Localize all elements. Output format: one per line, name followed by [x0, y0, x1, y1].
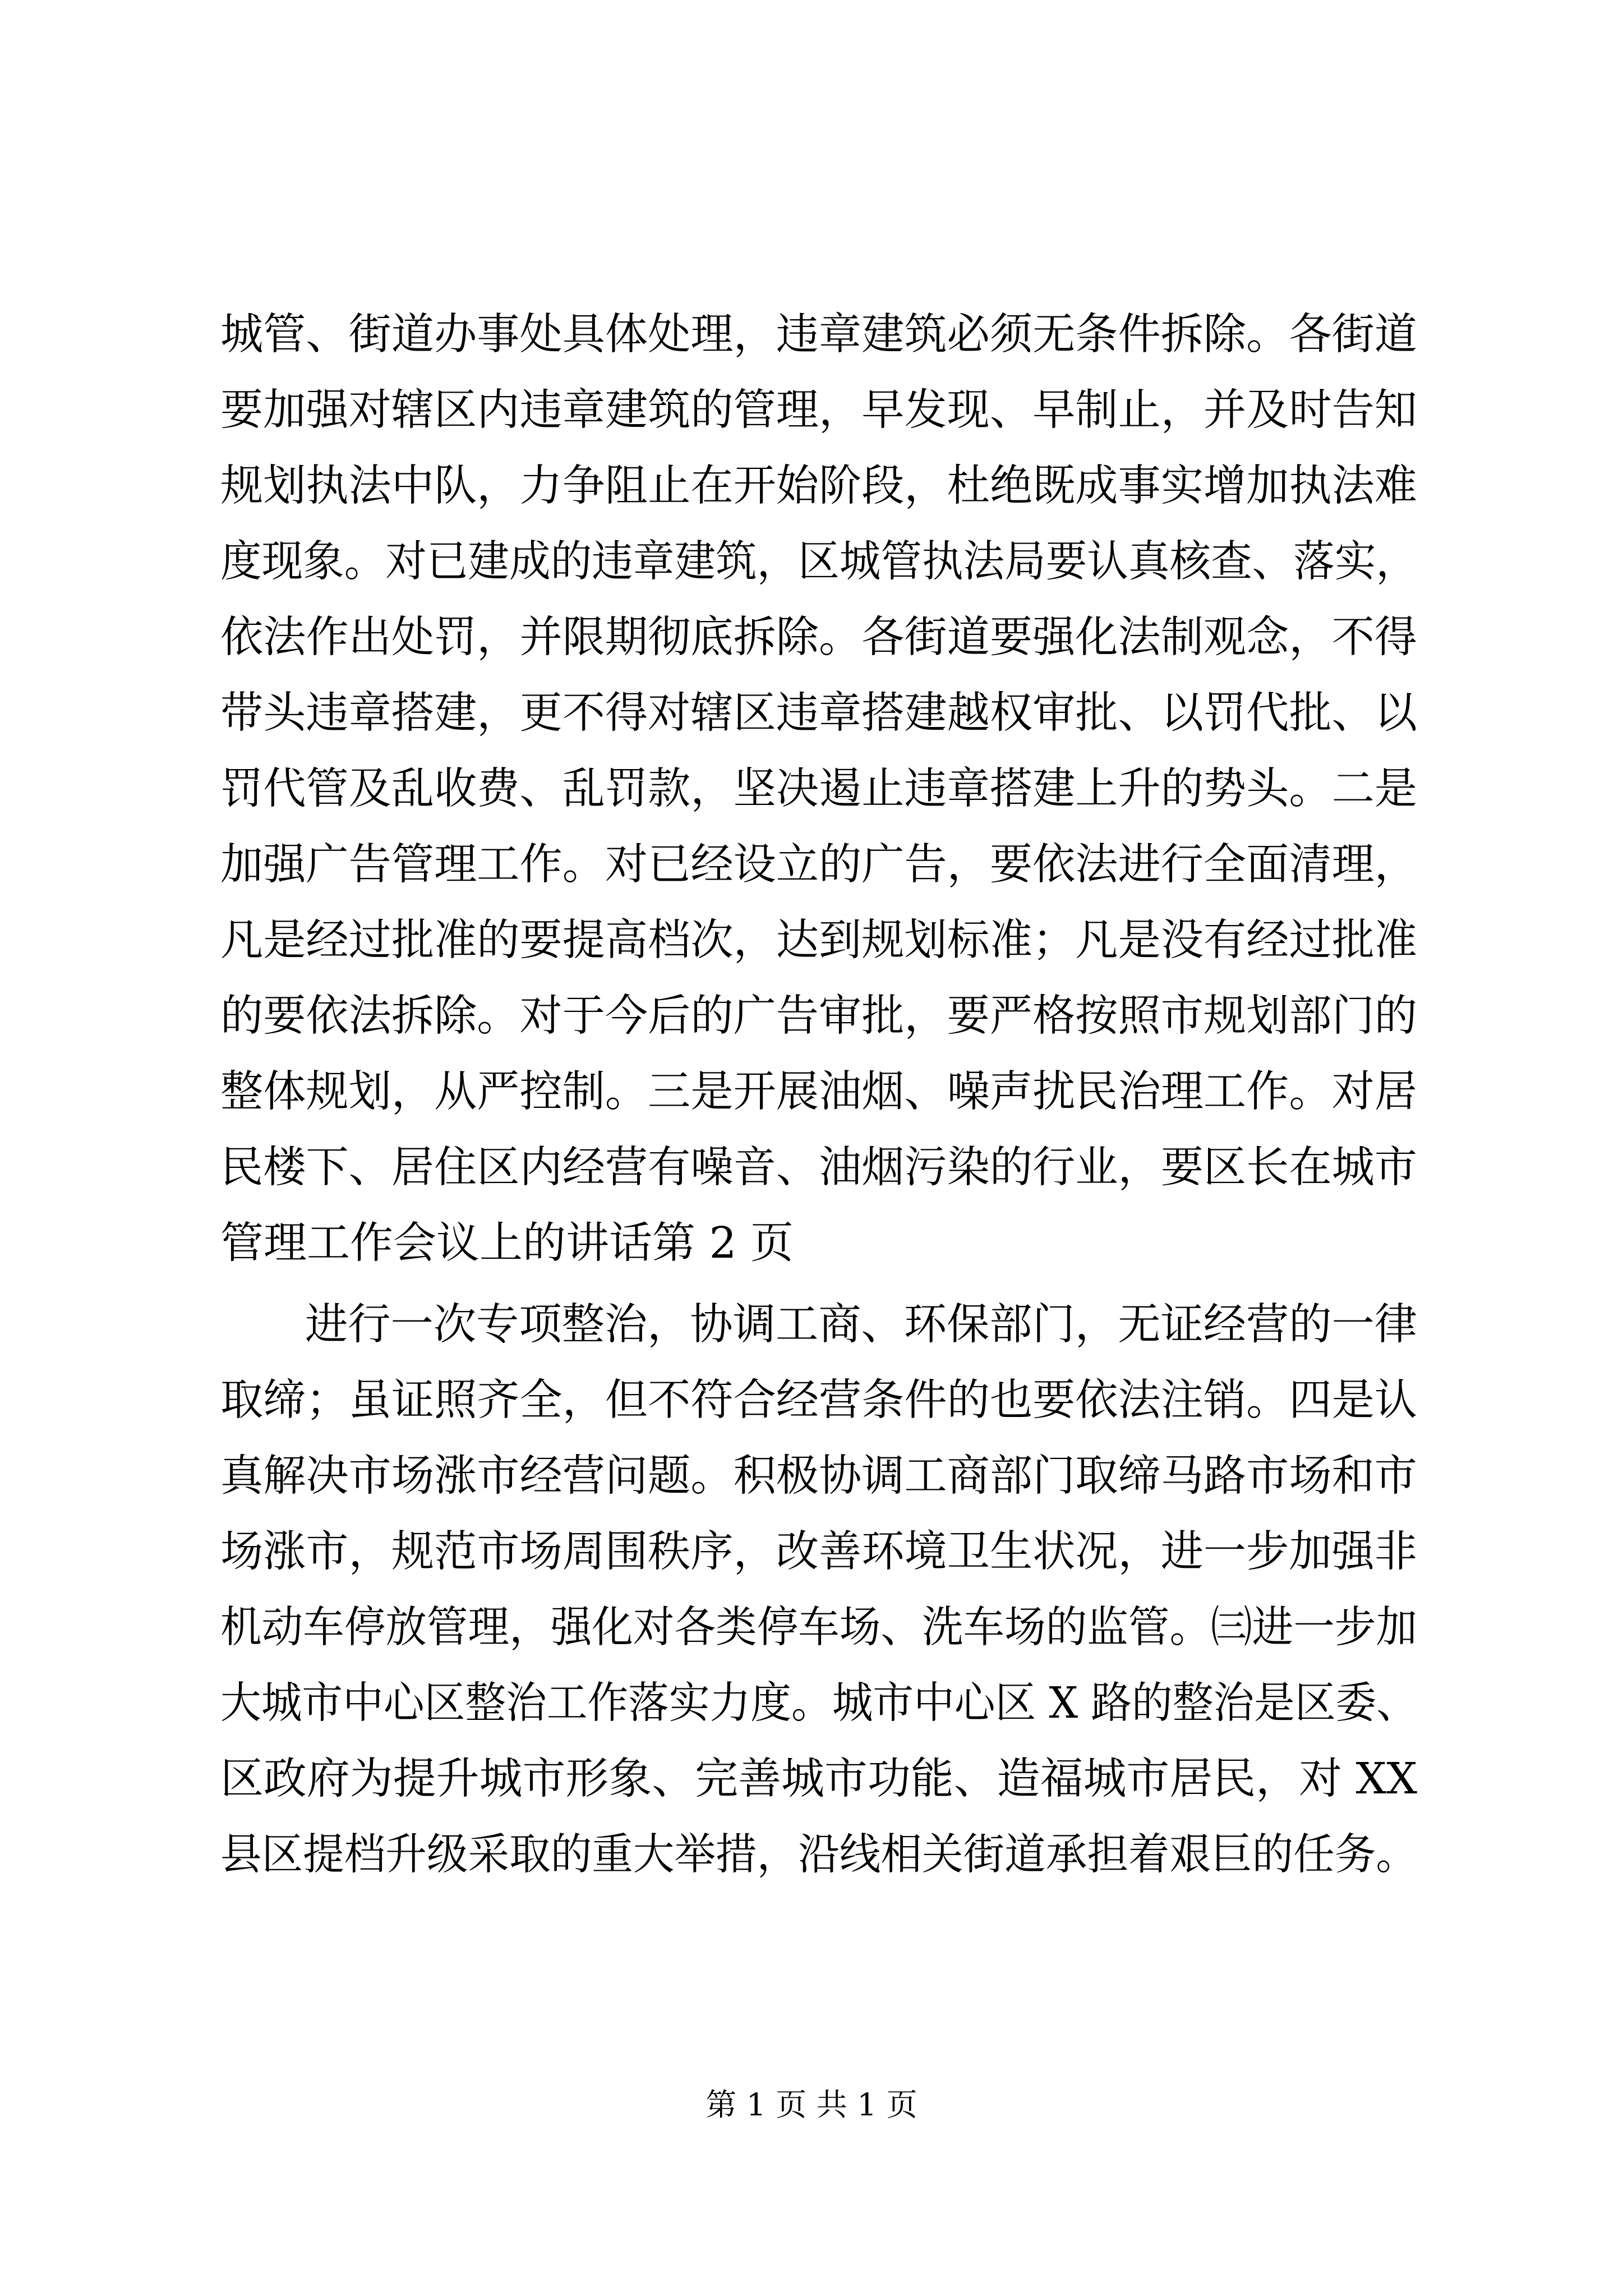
text-line [0, 750, 1623, 829]
text-line-content: 机动车停放管理，强化对各类停车场、洗车场的监管。㈢进一步加 [220, 1603, 1417, 1653]
text-line-content: 取缔；虽证照齐全，但不符合经营条件的也要依法注销。四是认 [220, 1375, 1417, 1425]
text-line-content: 依法作出处罚，并限期彻底拆除。各街道要强化法制观念，不得 [220, 613, 1417, 662]
text-line [0, 901, 1623, 980]
text-line-content: 带头违章搭建，更不得对辖区违章搭建越权审批、以罚代批、以 [220, 688, 1417, 738]
page-number-label: 第 1 页 共 1 页 [706, 2087, 917, 2123]
text-line [0, 1437, 1623, 1516]
text-line-content: 真解决市场涨市经营问题。积极协调工商部门取缔马路市场和市 [220, 1451, 1417, 1501]
text-line [0, 1513, 1623, 1591]
text-line [0, 826, 1623, 904]
text-line [0, 1589, 1623, 1667]
text-line [0, 296, 1623, 374]
text-line-content: 加强广告管理工作。对已经设立的广告，要依法进行全面清理， [220, 840, 1417, 890]
text-line-content: 整体规划，从严控制。三是开展油烟、噪声扰民治理工作。对居 [220, 1067, 1417, 1117]
text-line [0, 1816, 1623, 1894]
text-line-content: 管理工作会议上的讲话第 2 页 [220, 1218, 794, 1268]
text-line-content: 大城市中心区整治工作落实力度。城市中心区 X 路的整治是区委、 [220, 1678, 1417, 1728]
text-line [0, 977, 1623, 1056]
text-line [0, 1286, 1623, 1364]
text-line-content: 进行一次专项整治，协调工商、环保部门，无证经营的一律 [305, 1300, 1417, 1350]
text-line-content: 要加强对辖区内违章建筑的管理，早发现、早制止，并及时告知 [220, 385, 1417, 435]
text-line-content: 度现象。对已建成的违章建筑，区城管执法局要认真核查、落实， [220, 537, 1417, 587]
text-line [0, 371, 1623, 450]
text-line-content: 县区提档升级采取的重大举措，沿线相关街道承担着艰巨的任务。 [220, 1830, 1417, 1880]
page-footer [0, 2082, 1623, 2127]
text-line-content: 场涨市，规范市场周围秩序，改善环境卫生状况，进一步加强非 [220, 1527, 1417, 1577]
text-line-content: 凡是经过批准的要提高档次，达到规划标准；凡是没有经过批准 [220, 915, 1417, 965]
text-line-content: 民楼下、居住区内经营有噪音、油烟污染的行业，要区长在城市 [220, 1143, 1417, 1193]
text-line [0, 1129, 1623, 1207]
text-line [0, 674, 1623, 753]
text-line-content: 的要依法拆除。对于今后的广告审批，要严格按照市规划部门的 [220, 991, 1417, 1041]
text-line-content: 规划执法中队，力争阻止在开始阶段，杜绝既成事实增加执法难 [220, 461, 1417, 511]
text-line [0, 523, 1623, 601]
text-line-content: 罚代管及乱收费、乱罚款，坚决遏止违章搭建上升的势头。二是 [220, 764, 1417, 814]
text-line [0, 1204, 1623, 1283]
text-line-content: 区政府为提升城市形象、完善城市功能、造福城市居民，对 XX [220, 1754, 1417, 1804]
text-line [0, 447, 1623, 526]
text-line-content: 城管、街道办事处具体处理，违章建筑必须无条件拆除。各街道 [220, 310, 1417, 360]
text-line [0, 1361, 1623, 1440]
text-line [0, 1664, 1623, 1743]
text-line [0, 1740, 1623, 1819]
text-line [0, 599, 1623, 677]
text-line [0, 1053, 1623, 1131]
